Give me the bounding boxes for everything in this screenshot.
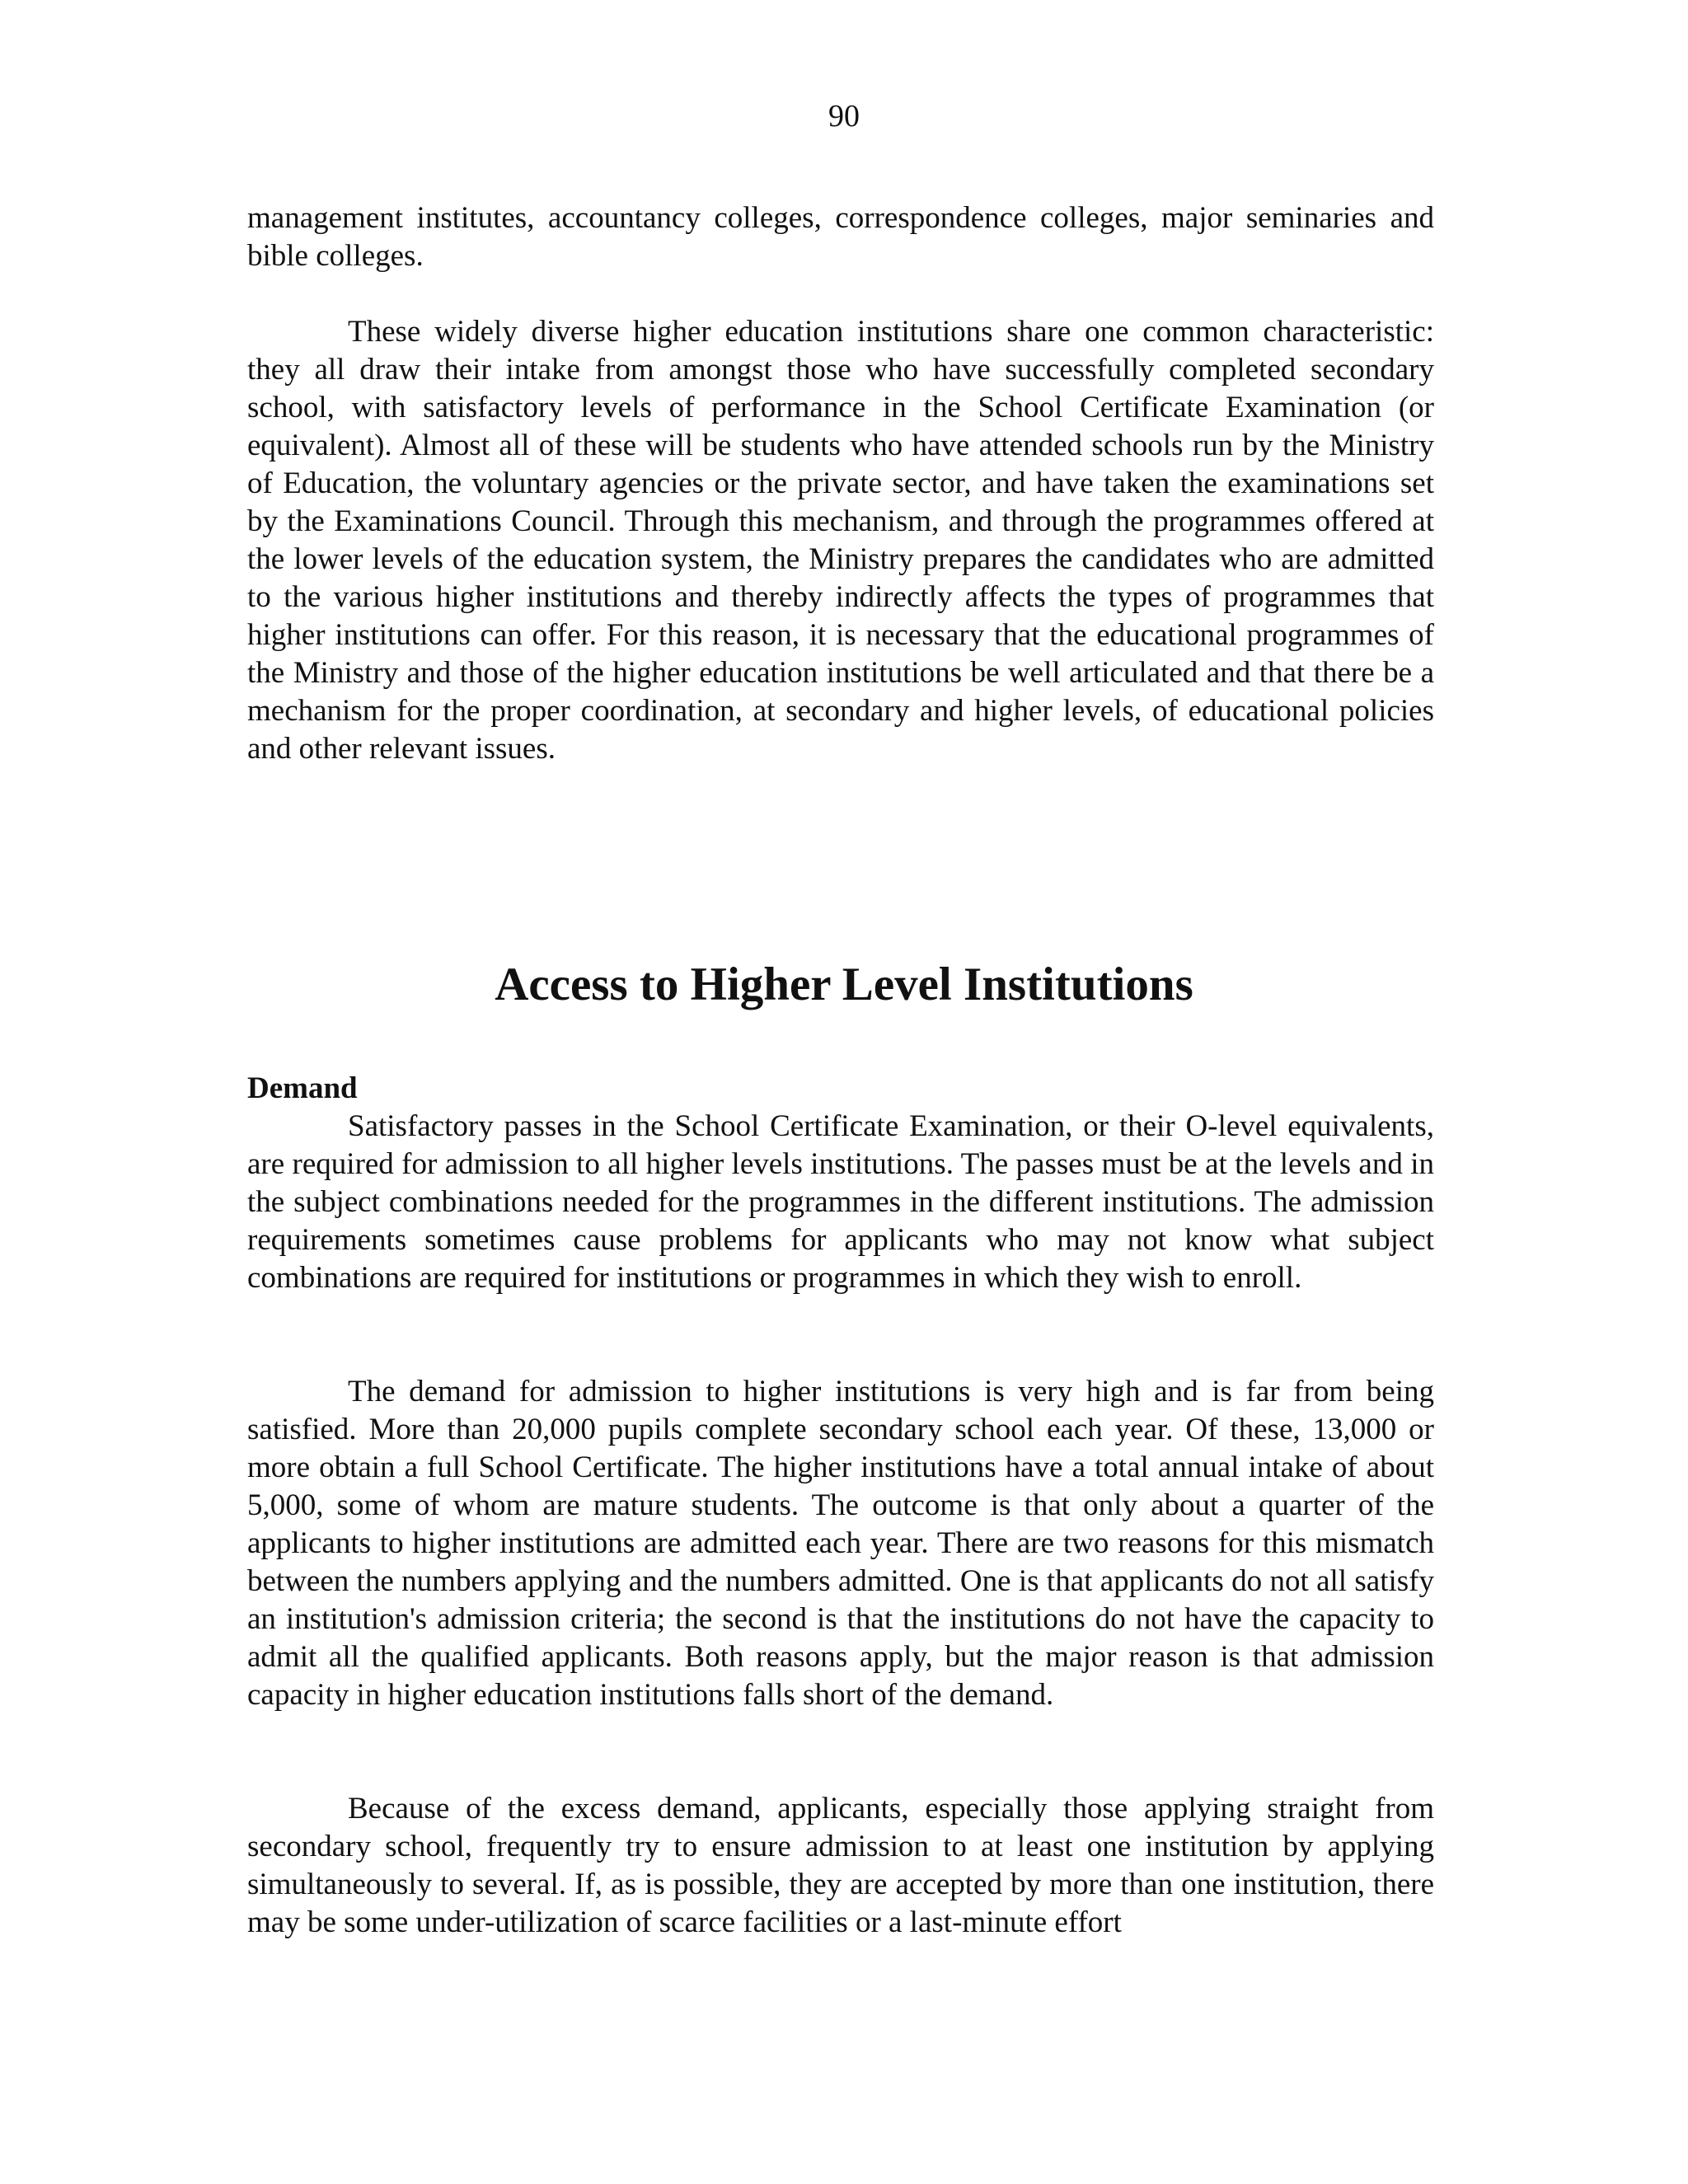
demand-section [247, 1070, 1434, 1297]
paragraph-text: These widely diverse higher education institutions share one common characteristic: they all draw their intake from amongst those who have successfully completed secondary school, with satisfactory levels of performance in the School Certificate Examination (or equivalent). Almost all of these will be students who have attended schools run by the Ministry of Education, the voluntary agencies or the private sector, and have taken the examinations set by the Examinations Council. Through this mechanism, and through the programmes offered at the lower levels of the education system, the Ministry prepares the candidates who are admitted to the various higher institutions and thereby indirectly affects the types of programmes that higher institutions can offer. For this reason, it is necessary that the educational programmes of the Ministry and those of the higher education institutions be well articulated and that there be a mechanism for the proper coordination, at secondary and higher levels, of educational policies and other relevant issues. [247, 315, 1434, 766]
paragraph-text: Because of the excess demand, applicants, especially those applying straight from secondary school, frequently try to ensure admission to at least one institution by applying simultaneously to several. If, as is possible, they are accepted by more than one institution, there may be some under-utilization of scarce facilities or a last-minute effort [247, 1792, 1434, 1939]
paragraph-institutions [247, 313, 1434, 768]
paragraph-excess-demand [247, 1790, 1434, 1942]
paragraph-text: management institutes, accountancy colleges, correspondence colleges, major seminaries and bible colleges. [247, 201, 1434, 273]
paragraph-continuation [247, 199, 1434, 275]
section-title: Access to Higher Level Institutions [495, 958, 1193, 1010]
paragraph-text: Satisfactory passes in the School Certificate Examination, or their O-level equivalents, are required for admission to all higher levels institutions. The passes must be at the levels and in the subject combinations needed for the programmes in the different institutions. The admission requirements sometimes cause problems for applicants who may not know what subject combinations are required for institutions or programmes in which they wish to enroll. [247, 1109, 1434, 1295]
paragraph-text: The demand for admission to higher institutions is very high and is far from being satisfied. More than 20,000 pupils complete secondary school each year. Of these, 13,000 or more obtain a full School Certificate. The higher institutions have a total annual intake of about 5,000, some of whom are mature students. The outcome is that only about a quarter of the applicants to higher institutions are admitted each year. There are two reasons for this mismatch between the numbers applying and the numbers admitted. One is that applicants do not all satisfy an institution's admission criteria; the second is that the institutions do not have the capacity to admit all the qualified applicants. Both reasons apply, but the major reason is that admission capacity in higher education institutions falls short of the demand. [247, 1375, 1434, 1712]
paragraph-demand-admission [247, 1373, 1434, 1714]
subheading-demand: Demand [247, 1071, 358, 1105]
page-number: 90 [828, 99, 860, 134]
